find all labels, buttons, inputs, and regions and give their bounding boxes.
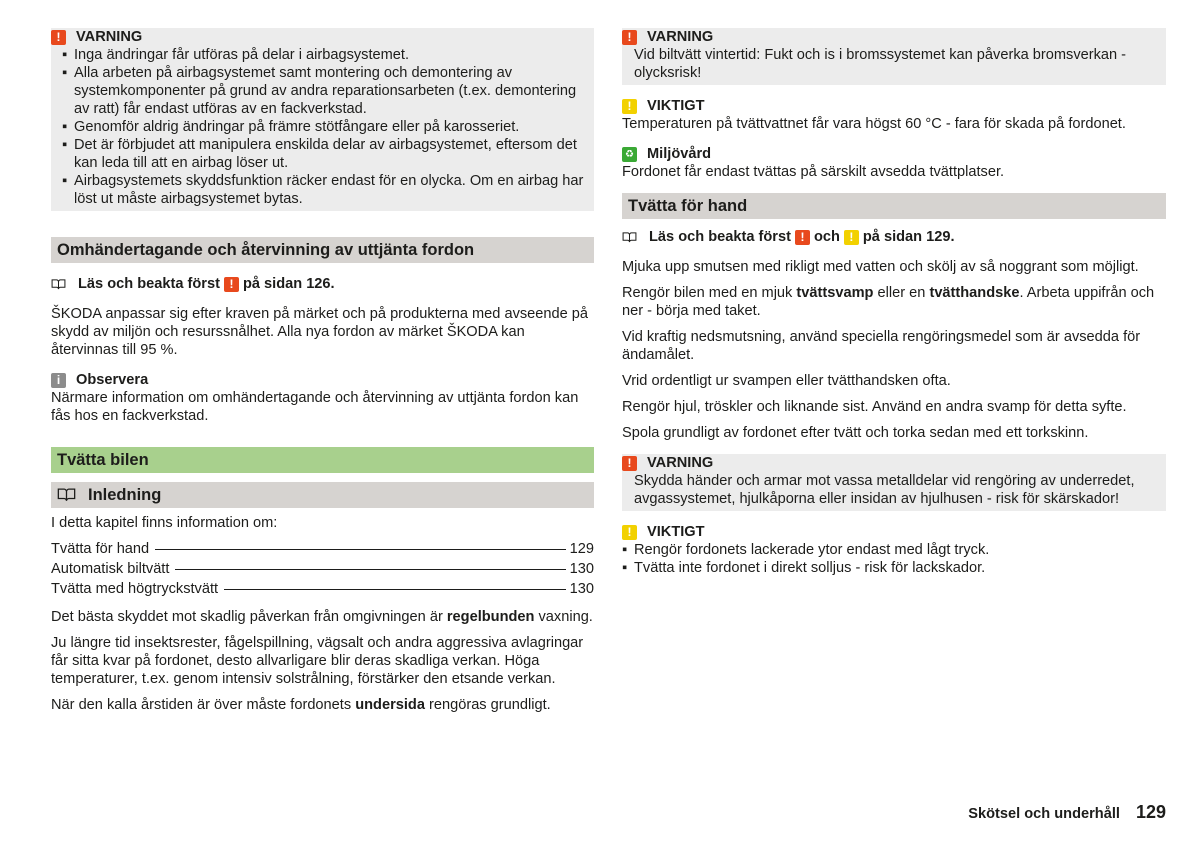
warning-box-underbody: ! VARNING Skydda händer och armar mot vassa metalldelar vid rengöring av underredet, avgassystemet, hjulkåporna eller insidan av hjulhusen - risk för skärskador!: [622, 454, 1166, 511]
important-icon: !: [622, 525, 637, 540]
list-item: ▪ Inga ändringar får utföras på delar i airbagsystemet.: [51, 46, 586, 64]
important-heading: ! VIKTIGT: [622, 97, 1166, 115]
warning-icon: !: [622, 30, 637, 45]
toc-row[interactable]: Tvätta för hand 129: [51, 541, 594, 557]
paragraph: När den kalla årstiden är över måste fordonets undersida rengöras grundligt.: [51, 697, 551, 713]
important-heading: ! VIKTIGT: [622, 523, 1166, 541]
paragraph: Vrid ordentligt ur svampen eller tvätthandsken ofta.: [622, 373, 951, 389]
section-heading-recycling: Omhändertagande och återvinning av uttjänta fordon: [51, 237, 594, 263]
note-text: Närmare information om omhändertagande och återvinning av uttjänta fordon kan fås hos en fackverkstad.: [51, 390, 579, 424]
warning-icon: !: [795, 230, 810, 245]
warning-box-airbag: [51, 28, 594, 211]
subsection-heading-intro: Inledning: [51, 482, 594, 508]
paragraph: ŠKODA anpassar sig efter kraven på märket och på produkterna med avseende på skydd av miljön och resurssnålhet. Alla nya fordon av märket ŠKODA kan återvinnas till 95 %.: [51, 306, 589, 358]
read-reference: Läs och beakta först ! på sidan 126.: [51, 275, 594, 293]
toc-list: [51, 540, 594, 600]
list-item: ▪ Airbagsystemets skyddsfunktion räcker endast för en olycka. Om en airbag har löst ut måste airbagsystemet bytas.: [51, 172, 586, 208]
footer-chapter: Skötsel och underhåll: [968, 806, 1120, 822]
toc-row[interactable]: Automatisk biltvätt 130: [51, 561, 594, 577]
page-number: 129: [1135, 802, 1166, 822]
section-heading-wash: Tvätta bilen: [51, 447, 594, 473]
paragraph: Det bästa skyddet mot skadlig påverkan från omgivningen är regelbunden vaxning.: [51, 609, 593, 625]
important-text: Temperaturen på tvättvattnet får vara högst 60 °C - fara för skada på fordonet.: [622, 116, 1126, 132]
list-item: ▪ Tvätta inte fordonet i direkt solljus - risk för lackskador.: [622, 559, 1166, 577]
list-item: ▪ Rengör fordonets lackerade ytor endast med lågt tryck.: [622, 541, 1166, 559]
section-heading-hand-wash: Tvätta för hand: [622, 193, 1166, 219]
book-icon: [622, 232, 637, 243]
read-reference: Läs och beakta först ! och ! på sidan 129.: [622, 228, 1166, 246]
left-column: [51, 28, 594, 722]
paragraph: Rengör bilen med en mjuk tvättsvamp eller en tvätthandske. Arbeta uppifrån och ner - börja med taket.: [622, 285, 1155, 319]
list-item: ▪ Alla arbeten på airbagsystemet samt montering och demontering av systemkomponenter på grund av andra reparationsarbeten (t.ex. demontering av ratt) får endast utföras av en fackverkstad.: [51, 64, 586, 118]
warning-icon: !: [224, 277, 239, 292]
info-icon: i: [51, 373, 66, 388]
list-item: ▪ Det är förbjudet att manipulera enskilda delar av airbagsystemet, eftersom det kan leda till att en airbag löser ut.: [51, 136, 586, 172]
warning-box-winter: ! VARNING Vid biltvätt vintertid: Fukt och is i bromssystemet kan påverka bromsverkan - olycksrisk!: [622, 28, 1166, 85]
toc-row[interactable]: Tvätta med högtryckstvätt 130: [51, 581, 594, 597]
paragraph: Spola grundligt av fordonet efter tvätt och torka sedan med ett torkskinn.: [622, 425, 1089, 441]
paragraph: Ju längre tid insektsrester, fågelspillning, vägsalt och andra aggressiva avlagringar får sitta kvar på fordonet, desto allvarligare blir deras skadliga verkan. Höga temperaturer, t.ex. genom intensiv solstrålning, förstärker den etsande verkan.: [51, 635, 584, 687]
page-footer: [968, 803, 1166, 823]
paragraph: Rengör hjul, tröskler och liknande sist. Använd en andra svamp för detta syfte.: [622, 399, 1127, 415]
note-heading: i Observera: [51, 371, 594, 389]
important-icon: !: [844, 230, 859, 245]
paragraph: Vid kraftig nedsmutsning, använd speciella rengöringsmedel som är avsedda för ändamålet.: [622, 329, 1141, 363]
recycle-icon: ♻: [622, 147, 637, 162]
right-column: [622, 28, 1166, 577]
intro-text: I detta kapitel finns information om:: [51, 515, 278, 531]
environment-text: Fordonet får endast tvättas på särskilt avsedda tvättplatser.: [622, 164, 1005, 180]
warning-icon: !: [622, 456, 637, 471]
warning-heading: VARNING: [647, 455, 714, 471]
book-icon: [57, 488, 76, 502]
warning-heading: VARNING: [647, 29, 714, 45]
warning-icon: !: [51, 30, 66, 45]
environment-heading: ♻ Miljövård: [622, 145, 1166, 163]
list-item: ▪ Genomför aldrig ändringar på främre stötfångare eller på karosseriet.: [51, 118, 586, 136]
warning-heading: VARNING: [76, 29, 143, 45]
important-icon: !: [622, 99, 637, 114]
book-icon: [51, 279, 66, 290]
paragraph: Mjuka upp smutsen med rikligt med vatten och skölj av så noggrant som möjligt.: [622, 259, 1139, 275]
